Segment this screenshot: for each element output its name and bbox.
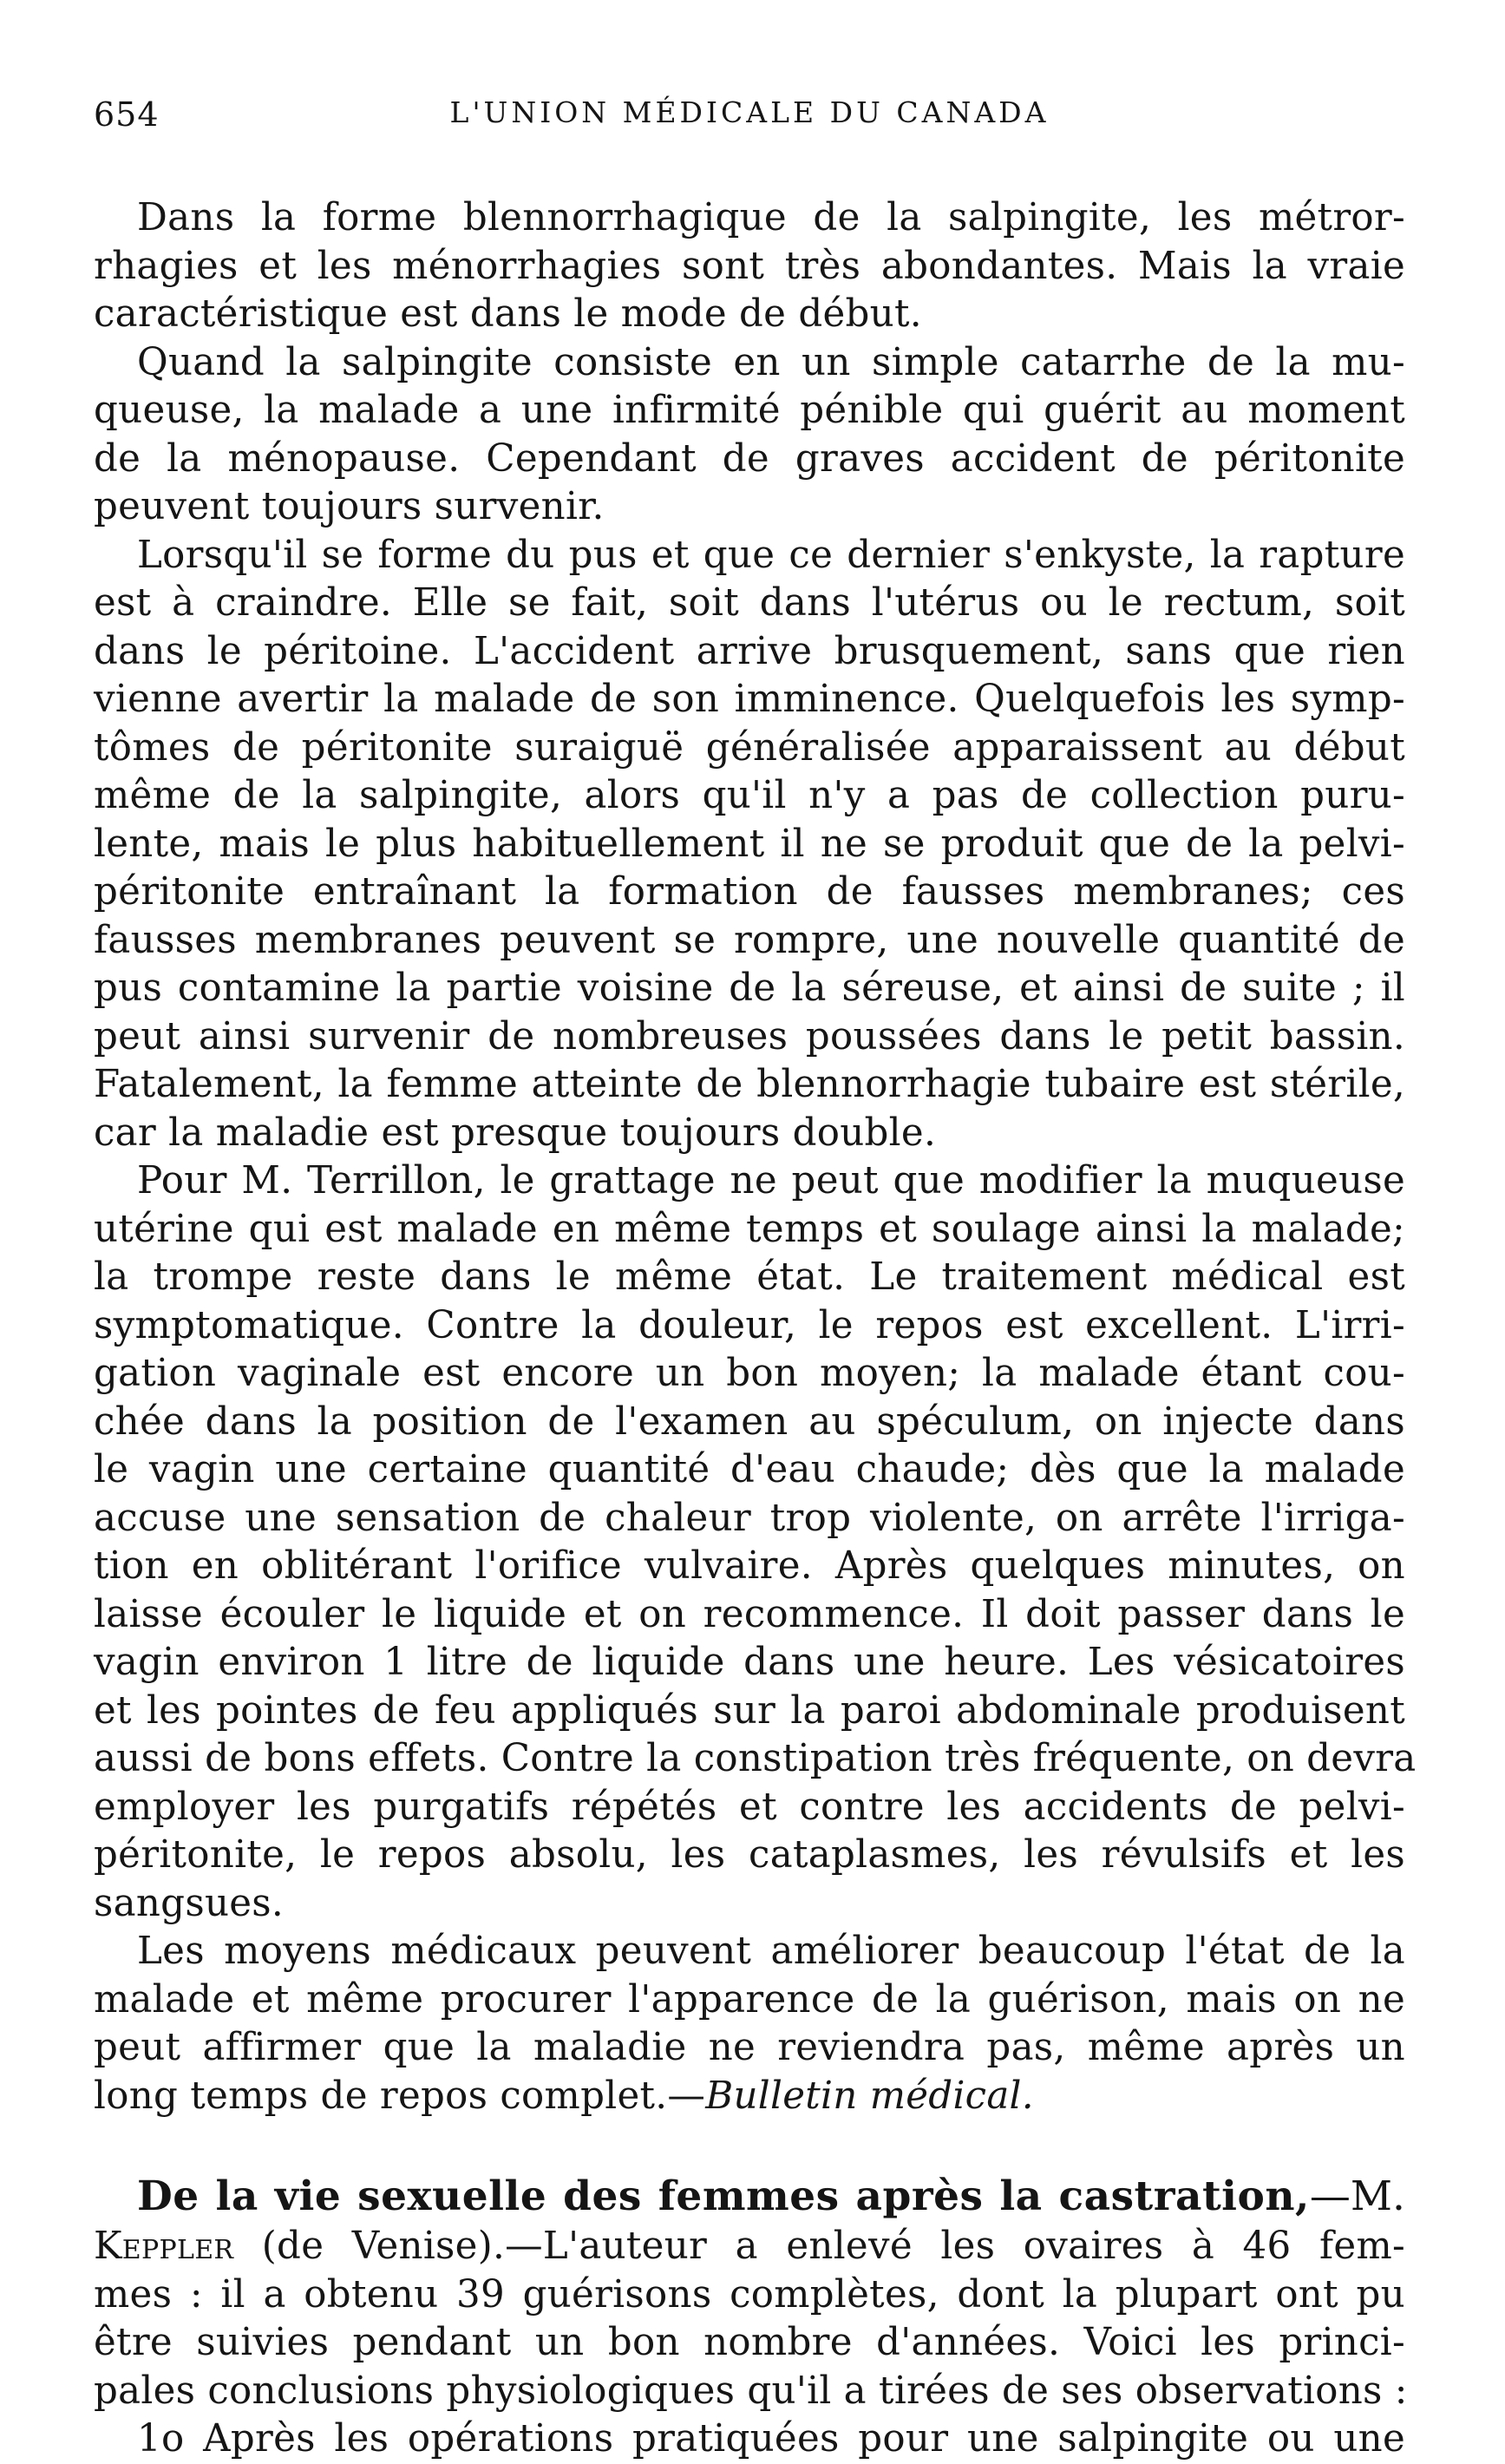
text-line [94, 2223, 1405, 2271]
article-title: De la vie sexuelle des femmes après la castration, [137, 2172, 1310, 2220]
article-2 [94, 2171, 1408, 2464]
text-line: rhagies et les ménorrhagies sont très abondantes. Mais la vraie [94, 244, 1405, 288]
text-line: queuse, la malade a une infirmité pénible qui guérit au moment [94, 389, 1405, 432]
author-prefix: —M. [1309, 2172, 1405, 2220]
text-line: malade et même procurer l'apparence de la guérison, mais on ne [94, 1977, 1405, 2022]
text-line: peuvent toujours survenir. [94, 485, 605, 528]
page-number: 654 [94, 95, 160, 134]
journal-title: L'UNION MÉDICALE DU CANADA [449, 95, 1050, 129]
text-line: accuse une sensation de chaleur trop violente, on arrête l'irriga- [94, 1496, 1405, 1540]
text-line: de la ménopause. Cependant de graves accident de péritonite [94, 436, 1405, 481]
text-line: Fatalement, la femme atteinte de blennorrhagie tubaire est stérile, [94, 1063, 1405, 1106]
text-line: le vagin une certaine quantité d'eau chaude; dès que la malade [94, 1448, 1405, 1491]
text-line: pus contamine la partie voisine de la séreuse, et ainsi de suite ; il [94, 967, 1405, 1010]
text-line: Pour M. Terrillon, le grattage ne peut que modifier la muqueuse [137, 1159, 1405, 1203]
text-line: même de la salpingite, alors qu'il n'y a pas de collection puru- [94, 774, 1405, 817]
paragraph-5 [94, 1928, 1405, 2120]
text-line: péritonite entraînant la formation de fausses membranes; ces [94, 870, 1405, 914]
text-line: pales conclusions physiologiques qu'il a tirées de ses observations : [94, 2369, 1408, 2413]
text-line: et les pointes de feu appliqués sur la paroi abdominale produisent [94, 1688, 1405, 1733]
text-line: Dans la forme blennorrhagique de la salpingite, les métror- [137, 196, 1405, 239]
text-line: symptomatique. Contre la douleur, le repos est excellent. L'irri- [94, 1303, 1405, 1347]
text-line: aussi de bons effets. Contre la constipation très fréquente, on devra [94, 1737, 1417, 1780]
text-line: mes : il a obtenu 39 guérisons complètes, dont la plupart ont pu [94, 2272, 1405, 2317]
text-line: la trompe reste dans le même état. Le traitement médical est [94, 1255, 1405, 1299]
text-line: employer les purgatifs répétés et contre les accidents de pelvi- [94, 1785, 1405, 1829]
text-line: péritonite, le repos absolu, les cataplasmes, les révulsifs et les [94, 1833, 1405, 1877]
running-head [94, 95, 1405, 147]
text-line: caractéristique est dans le mode de début. [94, 292, 922, 336]
text-line: tion en oblitérant l'orifice vulvaire. Après quelques minutes, on [94, 1544, 1405, 1588]
text-line: lente, mais le plus habituellement il ne se produit que de la pelvi- [94, 822, 1405, 866]
paragraph-1 [94, 194, 1405, 339]
paragraph-3 [94, 532, 1405, 1158]
text-line: utérine qui est malade en même temps et soulage ainsi la malade; [94, 1207, 1405, 1251]
text-line: laisse écouler le liquide et on recommence. Il doit passer dans le [94, 1592, 1405, 1636]
section-gap [94, 2120, 1405, 2171]
text-line: 1o Après les opérations pratiquées pour une salpingite ou une [137, 2417, 1405, 2461]
text-line: peut affirmer que la maladie ne reviendra pas, même après un [94, 2026, 1405, 2069]
text-line: vagin environ 1 litre de liquide dans une heure. Les vésicatoires [94, 1641, 1405, 1684]
text-line: est à craindre. Elle se fait, soit dans l'utérus ou le rectum, soit [94, 581, 1405, 625]
text-line: chée dans la position de l'examen au spéculum, on injecte dans [94, 1399, 1405, 1444]
text-fragment: long temps de repos complet.— [94, 2074, 706, 2118]
text-line: gation vaginale est encore un bon moyen; la malade étant cou- [94, 1352, 1405, 1395]
paragraph-2 [94, 339, 1405, 532]
text-line: Lorsqu'il se forme du pus et que ce dernier s'enkyste, la rapture [137, 533, 1405, 577]
paragraph-4 [94, 1157, 1417, 1928]
text-line [94, 2073, 1405, 2121]
text-line: peut ainsi survenir de nombreuses poussées dans le petit bassin. [94, 1014, 1405, 1058]
text-line: Les moyens médicaux peuvent améliorer beaucoup l'état de la [137, 1930, 1405, 1973]
text-line: tômes de péritonite suraiguë généralisée apparaissent au début [94, 725, 1405, 770]
text-line: car la maladie est presque toujours double. [94, 1111, 937, 1155]
source-citation: Bulletin médical. [705, 2074, 1034, 2118]
text-line: être suivies pendant un bon nombre d'années. Voici les princi- [94, 2321, 1405, 2364]
text-line: fausses membranes peuvent se rompre, une nouvelle quantité de [94, 918, 1405, 962]
text-line: sangsues. [94, 1881, 285, 1925]
text-line: Quand la salpingite consiste en un simple catarrhe de la mu- [137, 340, 1405, 384]
author-name: Keppler [94, 2225, 234, 2268]
article-body [94, 194, 1417, 2464]
text-line: vienne avertir la malade de son imminence. Quelquefois les symp- [94, 678, 1405, 721]
text-line: dans le péritoine. L'accident arrive brusquement, sans que rien [94, 629, 1405, 673]
text-fragment: (de Venise).—L'auteur a enlevé les ovaires à 46 fem- [233, 2225, 1405, 2268]
article-heading [94, 2171, 1405, 2223]
